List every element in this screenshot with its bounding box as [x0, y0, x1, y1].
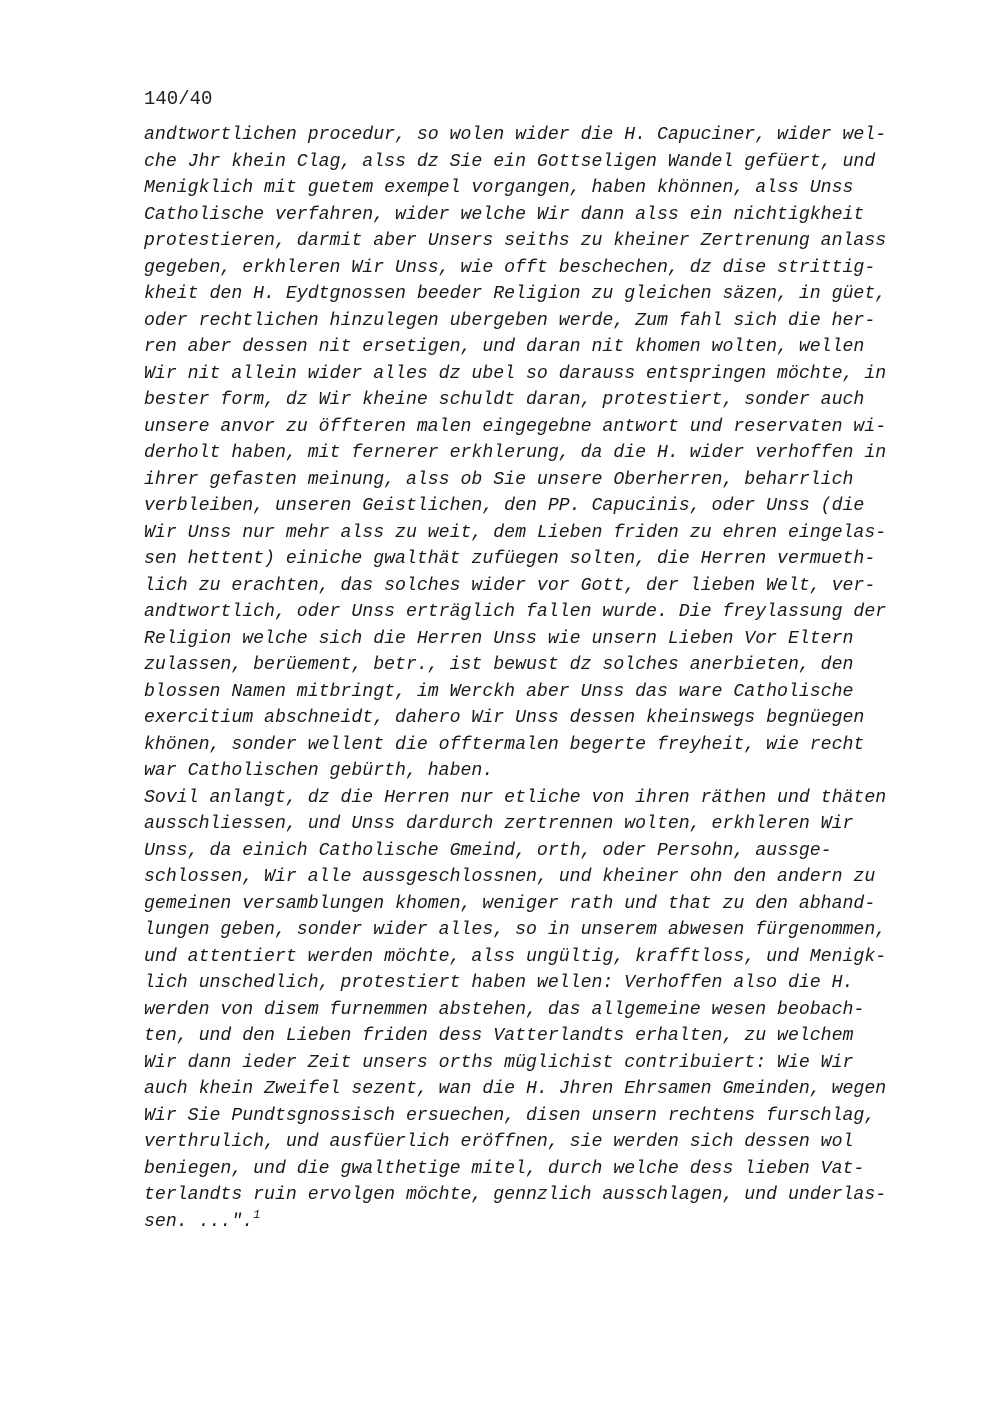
text-line: Wir Sie Pundtsgnossisch ersuechen, disen unsern rechtens furschlag, [144, 1105, 876, 1126]
last-text-line [144, 1209, 934, 1236]
text-line: andtwortlich, oder Unss erträglich fallen wurde. Die freylassung der [144, 602, 887, 622]
text-line: Wir dann ieder Zeit unsers orths müglichist contribuiert: Wie Wir [144, 1052, 854, 1073]
text-line: gemeinen versamblungen khomen, weniger rath und that zu den abhand- [144, 893, 876, 914]
text-line: derholt haben, mit fernerer erkhlerung, da die H. wider verhoffen in [144, 443, 887, 463]
text-line: lich zu erachten, das solches wider vor Gott, der lieben Welt, ver- [144, 575, 876, 596]
text-line: Religion welche sich die Herren Unss wie unsern Lieben Vor Eltern [144, 628, 854, 649]
text-line: Wir Unss nur mehr alss zu weit, dem Lieben friden zu ehren eingelas- [144, 522, 887, 543]
text-line: bester form, dz Wir kheine schuldt daran, protestiert, sonder auch [144, 390, 865, 410]
text-line: verthrulich, und ausfüerlich eröffnen, sie werden sich dessen wol [144, 1132, 854, 1152]
text-line: verbleiben, unseren Geistlichen, den PP. Capucinis, oder Unss (die [144, 496, 865, 516]
text-line: andtwortlichen procedur, so wolen wider die H. Capuciner, wider wel- [144, 125, 887, 145]
text-line: zulassen, berüement, betr., ist bewust dz solches anerbieten, den [144, 655, 854, 675]
text-line: ihrer gefasten meinung, alss ob Sie unsere Oberherren, beharrlich [144, 469, 854, 490]
last-line-text: sen. ...". [144, 1211, 254, 1232]
text-line: Wir nit allein wider alles dz ubel so darauss entspringen möchte, in [144, 363, 887, 384]
text-line: unsere anvor zu öffteren malen eingegebne antwort und reservaten wi- [144, 416, 887, 437]
text-line: exercitium abschneidt, dahero Wir Unss dessen kheinswegs begnüegen [144, 708, 865, 728]
text-line: schlossen, Wir alle aussgeschlossnen, und kheiner ohn den andern zu [144, 867, 876, 887]
text-line: lich unschedlich, protestiert haben wellen: Verhoffen also die H. [144, 973, 854, 993]
page-number: 140/40 [144, 88, 213, 110]
text-line: kheit den H. Eydtgnossen beeder Religion zu gleichen säzen, in güet, [144, 284, 887, 304]
text-line: werden von disem furnemmen abstehen, das allgemeine wesen beobach- [144, 999, 865, 1020]
text-line: blossen Namen mitbringt, im Werckh aber Unss das ware Catholische [144, 681, 854, 702]
text-line: auch khein Zweifel sezent, wan die H. Jhren Ehrsamen Gmeinden, wegen [144, 1079, 887, 1099]
text-line: war Catholischen gebürth, haben. [144, 761, 494, 781]
text-line: gegeben, erkhleren Wir Unss, wie offt beschechen, dz dise strittig- [144, 257, 876, 278]
text-line: ren aber dessen nit ersetigen, und daran nit khomen wolten, wellen [144, 337, 865, 357]
footnote-marker[interactable]: 1 [253, 1207, 261, 1222]
text-line: Sovil anlangt, dz die Herren nur etliche von ihren räthen und thäten [144, 787, 887, 808]
text-line: lungen geben, sonder wider alles, so in unserem abwesen fürgenommen, [144, 920, 887, 940]
text-line: che Jhr khein Clag, alss dz Sie ein Gottseligen Wandel gefüert, und [144, 151, 876, 172]
text-line: oder rechtlichen hinzulegen ubergeben werde, Zum fahl sich die her- [144, 310, 876, 331]
text-line: ten, und den Lieben friden dess Vatterlandts erhalten, zu welchem [144, 1026, 854, 1046]
text-line: terlandts ruin ervolgen möchte, gennzlich ausschlagen, und underlas- [144, 1185, 887, 1205]
text-line: ausschliessen, und Unss dardurch zertrennen wolten, erkhleren Wir [144, 814, 854, 834]
text-line: beniegen, und die gwalthetige mitel, durch welche dess lieben Vat- [144, 1158, 865, 1179]
text-line: protestieren, darmit aber Unsers seiths zu kheiner Zertrenung anlass [144, 231, 887, 251]
text-line: und attentiert werden möchte, alss ungültig, krafftloss, und Menigk- [144, 946, 887, 967]
text-line: sen hettent) einiche gwalthät zufüegen solten, die Herren vermueth- [144, 549, 876, 569]
text-line: khönen, sonder wellent die offtermalen begerte freyheit, wie recht [144, 734, 865, 755]
text-line: Catholische verfahren, wider welche Wir dann alss ein nichtigkheit [144, 204, 865, 225]
text-line: Menigklich mit guetem exempel vorgangen, haben khönnen, alss Unss [144, 178, 854, 198]
text-line: Unss, da einich Catholische Gmeind, orth, oder Persohn, aussge- [144, 840, 832, 861]
body-text [144, 122, 934, 1235]
